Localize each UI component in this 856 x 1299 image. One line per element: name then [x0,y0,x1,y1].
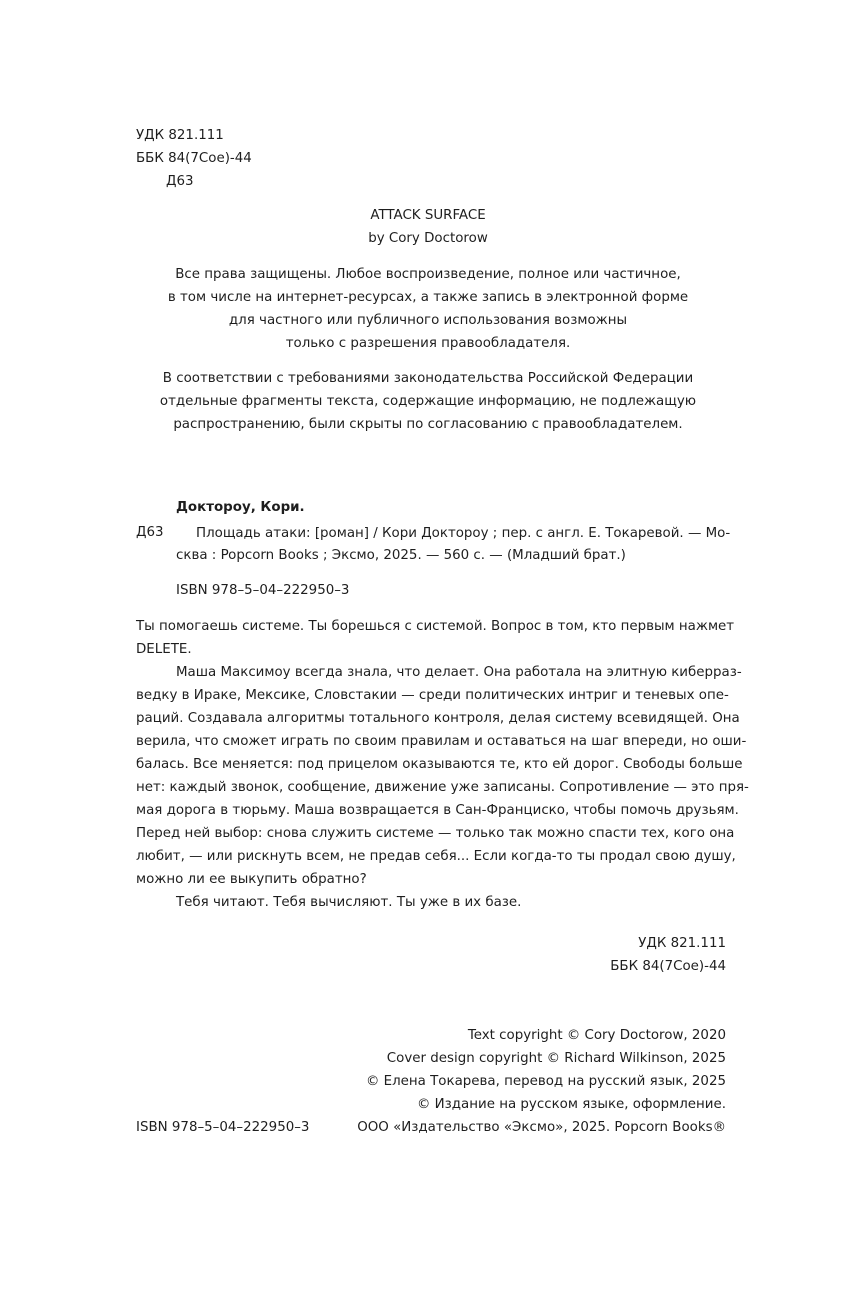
footer-bbk-code: ББК 84(7Сое)-44 [610,959,726,974]
annotation-line: Тебя читают. Тебя вычисляют. Ты уже в их базе. [176,895,522,910]
rights-notice-line: в том числе на интернет-ресурсах, а также запись в электронной форме [167,290,689,305]
law-notice-line: В соответствии с требованиями законодательства Российской Федерации [162,371,694,386]
copyright-line: © Издание на русском языке, оформление. [417,1097,726,1112]
catalog-mark: Д63 [136,525,164,540]
annotation-line: верила, что сможет играть по своим правилам и оставаться на шаг впереди, но оши- [136,734,747,749]
annotation-line: можно ли ее выкупить обратно? [136,872,367,887]
annotation-line: мая дорога в тюрьму. Маша возвращается в Сан-Франциско, чтобы помочь друзьям. [136,803,739,818]
copyright-line: ООО «Издательство «Эксмо», 2025. Popcorn Books® [357,1120,726,1135]
rights-notice-line: Все права защищены. Любое воспроизведение, полное или частичное, [175,267,681,282]
original-title: ATTACK SURFACE [370,208,486,223]
footer-udk-code: УДК 821.111 [638,936,726,951]
catalog-description-line: сква : Popcorn Books ; Эксмо, 2025. — 560 с. — (Младший брат.) [176,548,626,563]
annotation-line: Перед ней выбор: снова служить системе — только так можно спасти тех, кого она [136,826,735,841]
catalog-description-line: Площадь атаки: [роман] / Кори Доктороу ; пер. с англ. Е. Токаревой. — Мо- [196,526,731,541]
bottom-isbn: ISBN 978–5–04–222950–3 [136,1120,310,1135]
law-notice-line: распространению, были скрыты по согласованию с правообладателем. [173,417,683,432]
author-mark: Д63 [166,174,194,189]
annotation-line: раций. Создавала алгоритмы тотального контроля, делая систему всевидящей. Она [136,711,740,726]
law-notice-line: отдельные фрагменты текста, содержащие информацию, не подлежащую [159,394,697,409]
rights-notice-line: только с разрешения правообладателя. [285,336,571,351]
catalog-isbn: ISBN 978–5–04–222950–3 [176,583,350,598]
annotation-line: Маша Максимоу всегда знала, что делает. Она работала на элитную киберраз- [176,665,742,680]
annotation-line: балась. Все меняется: под прицелом оказываются те, кто ей дорог. Свободы больше [136,757,743,772]
annotation-line: Ты помогаешь системе. Ты борешься с системой. Вопрос в том, кто первым нажмет [136,619,735,634]
copyright-line: © Елена Токарева, перевод на русский язык, 2025 [365,1074,726,1089]
catalog-author-heading: Доктороу, Кори. [176,500,305,515]
annotation-line: DELETE. [136,642,192,657]
bbk-code: ББК 84(7Сое)-44 [136,151,252,166]
annotation-line: любит, — или рискнуть всем, не предав себя... Если когда-то ты продал свою душу, [136,849,736,864]
annotation-line: ведку в Ираке, Мексике, Словстакии — среди политических интриг и теневых опе- [136,688,729,703]
copyright-line: Text copyright © Cory Doctorow, 2020 [467,1028,726,1043]
original-author: by Cory Doctorow [368,231,488,246]
rights-notice-line: для частного или публичного использования возможны [228,313,628,328]
copyright-line: Cover design copyright © Richard Wilkinson, 2025 [386,1051,726,1066]
annotation-line: нет: каждый звонок, сообщение, движение уже записаны. Сопротивление — это пря- [136,780,749,795]
udk-code: УДК 821.111 [136,128,224,143]
